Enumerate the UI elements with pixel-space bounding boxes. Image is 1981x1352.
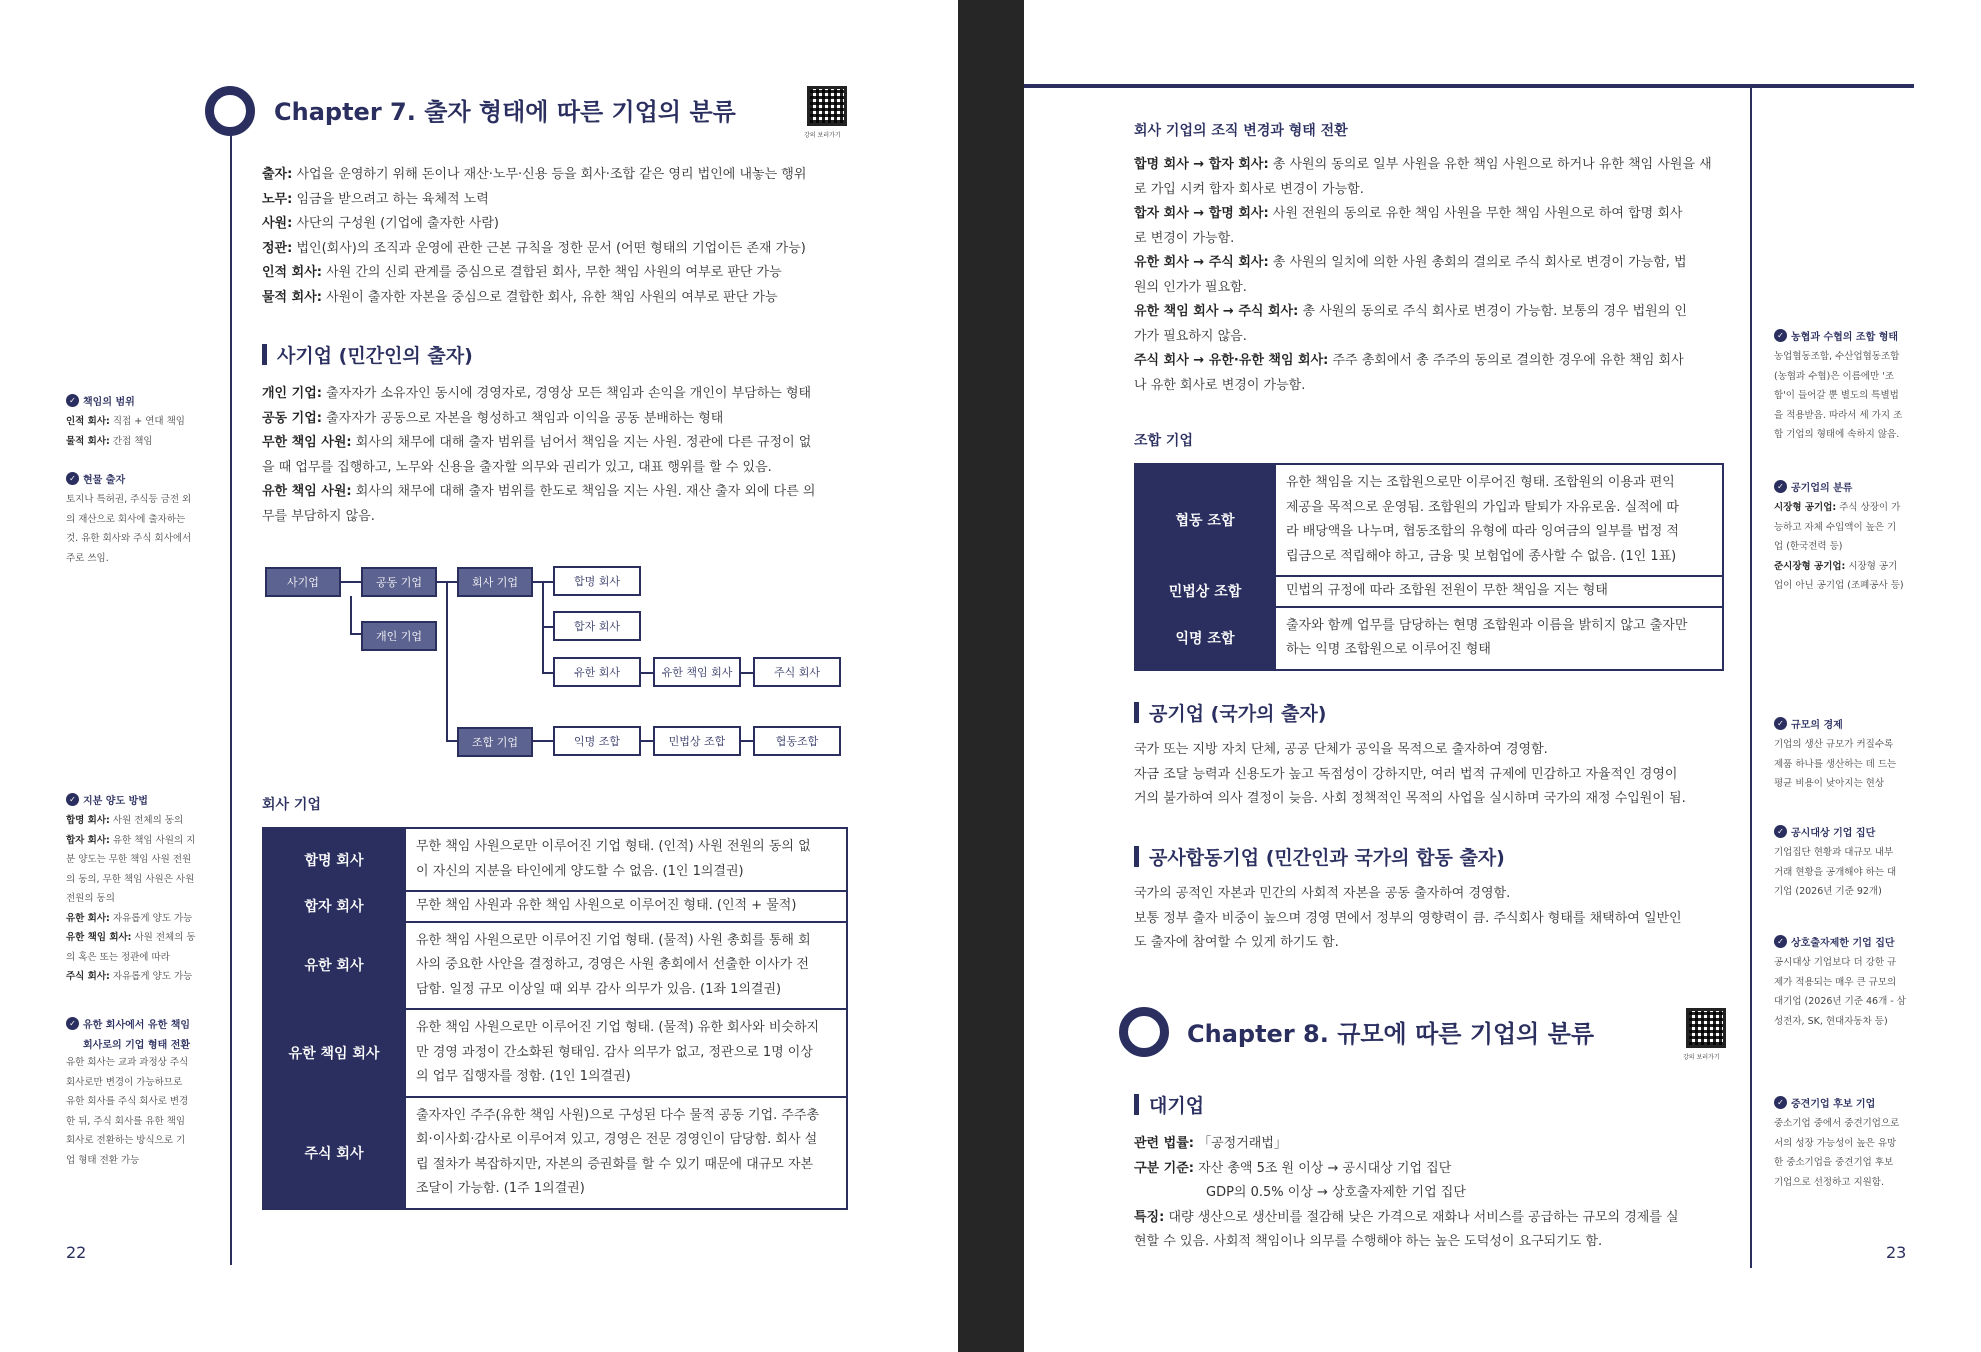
section-title-large: 대기업 — [1134, 1091, 1204, 1118]
section-title-private: 사기업 (민간인의 출자) — [262, 341, 473, 368]
large-enterprise-text: 관련 법률: 「공정거래법」 구분 기준: 자산 총액 5조 원 이상 → 공시대상 기업 집단 GDP의 0.5% 이상 → 상호출자제한 기업 집단 특징: 대량 생산으로 생산비를 절감해 낮은 가격으로 재화나 서비스를 공급하는 규모의 경제를 실 현할 수 있음. 사회적 책임이나 의무를 수행해야 하는 높은 도덕성이 요구되기도 함. — [1134, 1136, 1679, 1249]
diagram-node-hapmyeong: 합명 회사 — [553, 566, 641, 596]
check-icon: ✓ — [1774, 1096, 1787, 1109]
note-economies-of-scale: ✓ 규모의 경제 기업의 생산 규모가 커질수록 제품 하나를 생산하는 데 드는 평균 비용이 낮아지는 현상 — [1774, 719, 1897, 789]
text-line: 개인 기업: 출자자가 소유자인 동시에 경영자로, 경영상 모든 책임과 손익을 개인이 부담하는 형태 — [262, 386, 812, 401]
note-midsize-candidate: ✓ 중견기업 후보 기업 중소기업 중에서 중견기업으로 서의 성장 가능성이 높은 유망 한 중소기업을 중견기업 후보 기업으로 선정하고 지원함. — [1774, 1098, 1900, 1188]
book-gutter — [958, 0, 1024, 1352]
note-share-transfer: ✓ 지분 양도 방법 합명 회사: 사원 전체의 동의 합자 회사: 유한 책임 사원의 지 분 양도는 무한 책임 사원 전원 의 동의, 무한 책임 사원은 사원 전원의 동의 유한 회사: 자유롭게 양도 가능 유한 책임 회사: 사원 전체의 동 의 혹은 또는 정관에 따라 주식 회사: 자유롭게 양도 가능 — [66, 795, 196, 982]
note-nh-suhyup: ✓ 농협과 수협의 조합 형태 농업협동조합, 수산업협동조합 (농협과 수협)은 이름에만 '조 합'이 들어갈 뿐 별도의 특별법 을 적용받음. 따라서 세 가지 조 합 기업의 형태에 속하지 않음. — [1774, 331, 1903, 440]
text-line: 유한 책임 사원: 회사의 채무에 대해 출자 범위를 한도로 책임을 지는 사원. 재산 출자 외에 다른 의 — [262, 484, 816, 499]
org-change-text: 합명 회사 → 합자 회사: 총 사원의 동의로 일부 사원을 유한 책임 사원으로 하거나 유한 책임 사원을 새 로 가입 시켜 합자 회사로 변경이 가능함. 합자 회사 → 합명 회사: 사원 전원의 동의로 유한 책임 사원을 무한 책임 사원으로 하여 합명 회사 로 변경이 가능함. 유한 회사 → 주식 회사: 총 사원의 일치에 의한 사원 총회의 결의로 주식 회사로 변경이 가능함, 법 원의 인가가 필요함. 유한 책임 회사 → 주식 회사: 총 사원의 동의로 주식 회사로 변경이 가능함. 보통의 경우 법원의 인 가가 필요하지 않음. 주식 회사 → 유한·유한 책임 회사: 주주 총회에서 총 주주의 동의로 결의한 경우에 유한 책임 회사 나 유한 회사로 변경이 가능함. — [1134, 157, 1712, 393]
check-icon: ✓ — [66, 793, 79, 806]
union-table — [1134, 463, 1724, 671]
section-title-joint: 공사합동기업 (민간인과 국가의 합동 출자) — [1134, 843, 1505, 870]
note-in-kind: ✓ 현물 출자 토지나 특허권, 주식등 금전 외 의 재산으로 회사에 출자하는 것. 유한 회사와 주식 회사에서 주로 쓰임. — [66, 474, 192, 564]
chapter-circle-icon — [205, 86, 255, 136]
diagram-node-individual: 개인 기업 — [361, 621, 437, 651]
joint-enterprise-text: 국가의 공적인 자본과 민간의 사회적 자본을 공동 출자하여 경영함. 보통 정부 출자 비중이 높으며 경영 면에서 정부의 영향력이 큼. 주식회사 형태를 채택하여 일반인 도 출자에 참여할 수 있게 하기도 함. — [1134, 886, 1682, 950]
chapter-8-title: Chapter 8. 규모에 따른 기업의 분류 — [1187, 1020, 1595, 1048]
note-liability: ✓ 책임의 범위 인적 회사: 직접 + 연대 책임 물적 회사: 간접 책임 — [66, 396, 185, 447]
table-row: 민법상 조합 민법의 규정에 따라 조합원 전원이 무한 책임을 지는 형태 — [1135, 576, 1723, 607]
diagram-node-union: 조합 기업 — [457, 727, 533, 757]
company-table — [262, 827, 848, 1210]
right-page — [1024, 0, 1981, 1352]
diagram-node-silent: 익명 조합 — [553, 726, 641, 756]
table-row: 유한 책임 회사 유한 책임 사원으로만 이루어진 기업 형태. (물적) 유한 회사와 비슷하지 만 경영 과정이 간소화된 형태임. 감사 의무가 없고, 정관으로 1명 이상 의 업무 집행자를 정함. (1인 1의결권) — [263, 1009, 847, 1097]
left-page — [0, 0, 958, 1352]
check-icon: ✓ — [1774, 480, 1787, 493]
definition-item: 출자: 사업을 운영하기 위해 돈이나 재산·노무·신용 등을 회사·조합 같은 영리 법인에 내놓는 행위 — [262, 167, 807, 182]
page-number: 22 — [66, 1243, 87, 1262]
definitions-list — [262, 163, 806, 310]
chapter-title: Chapter 7. 출자 형태에 따른 기업의 분류 — [274, 98, 736, 126]
right-vertical-rule — [1750, 88, 1752, 1268]
text-line: 무를 부담하지 않음. — [262, 508, 375, 524]
definition-item: 인적 회사: 사원 간의 신뢰 관계를 중심으로 결합된 회사, 무한 책임 사원의 여부로 판단 가능 — [262, 265, 782, 280]
company-table-title: 회사 기업 — [262, 797, 321, 813]
definition-item: 노무: 임금을 받으려고 하는 육체적 노력 — [262, 191, 489, 207]
table-row: 합자 회사 무한 책임 사원과 유한 책임 사원으로 이루어진 형태. (인적 + 물적) — [263, 891, 847, 922]
check-icon: ✓ — [66, 394, 79, 407]
private-enterprise-text — [262, 382, 815, 529]
definition-item: 정관: 법인(회사)의 조직과 운영에 관한 근본 규칙을 정한 문서 (어떤 형태의 기업이든 존재 가능) — [262, 240, 806, 256]
diagram-node-joint: 공동 기업 — [361, 567, 437, 597]
union-table-title: 조합 기업 — [1134, 433, 1193, 449]
note-cross-shareholding: ✓ 상호출자제한 기업 집단 공시대상 기업보다 더 강한 규 제가 적용되는 매우 큰 규모의 대기업 (2026년 기준 46개 - 삼 성전자, SK, 현대자동차 등) — [1774, 937, 1906, 1027]
chapter-circle-icon — [1119, 1007, 1169, 1057]
org-change-title: 회사 기업의 조직 변경과 형태 전환 — [1134, 123, 1348, 139]
note-conversion: ✓ 유한 회사에서 유한 책임 회사로의 기업 형태 전환 유한 회사는 교과 과정상 주식 회사로만 변경이 가능하므로 유한 회사를 주식 회사로 변경 한 뒤, 주식 회사를 유한 책임 회사로 전환하는 방식으로 기 업 형태 전환 가능 — [66, 1019, 191, 1166]
table-row: 익명 조합 출자와 함께 업무를 담당하는 현명 조합원과 이름을 밝히지 않고 출자만 하는 익명 조합원으로 이루어진 형태 — [1135, 607, 1723, 670]
note-disclosure-group: ✓ 공시대상 기업 집단 기업집단 현황과 대규모 내부 거래 현황을 공개해야 하는 대 기업 (2026년 기준 92개) — [1774, 827, 1897, 897]
diagram-node-llc: 유한 책임 회사 — [653, 657, 741, 687]
text-line: 을 때 업무를 집행하고, 노무와 신용을 출자할 의무와 권리가 있고, 대표 행위를 할 수 있음. — [262, 459, 772, 475]
note-public-types: ✓ 공기업의 분류 시장형 공기업: 주식 상장이 가 능하고 자체 수입액이 높은 기 업 (한국전력 등) 준시장형 공기업: 시장형 공기 업이 아닌 공기업 (조폐공사 등) — [1774, 482, 1904, 591]
diagram-node-company: 회사 기업 — [457, 567, 533, 597]
diagram-node-hapja: 합자 회사 — [553, 611, 641, 641]
diagram-node-private: 사기업 — [265, 567, 341, 597]
table-row: 합명 회사 무한 책임 사원으로만 이루어진 기업 형태. (인적) 사원 전원의 동의 없 이 자신의 지분을 타인에게 양도할 수 없음. (1인 1의결권) — [263, 828, 847, 891]
top-rule — [1024, 84, 1914, 88]
definition-item: 사원: 사단의 구성원 (기업에 출자한 사람) — [262, 216, 499, 231]
diagram-node-civil: 민법상 조합 — [653, 726, 741, 756]
public-enterprise-text: 국가 또는 지방 자치 단체, 공공 단체가 공익을 목적으로 출자하여 경영함. 자금 조달 능력과 신용도가 높고 독점성이 강하지만, 여러 법적 규제에 민감하고 자율적인 경영이 거의 불가하여 의사 결정이 늦음. 사회 정책적인 목적의 사업을 실시하며 국가의 재정 수입원이 됨. — [1134, 742, 1686, 806]
diagram-node-coop: 협동조합 — [753, 726, 841, 756]
text-line: 공동 기업: 출자자가 공동으로 자본을 형성하고 책임과 이익을 공동 분배하는 형태 — [262, 410, 724, 426]
check-icon: ✓ — [1774, 825, 1787, 838]
diagram-node-yuhan: 유한 회사 — [553, 657, 641, 687]
table-row: 협동 조합 유한 책임을 지는 조합원으로만 이루어진 형태. 조합원의 이용과 편익 제공을 목적으로 운영됨. 조합원의 가입과 탈퇴가 자유로움. 실적에 따 라 배당액을 나누며, 협동조합의 유형에 따라 잉여금의 일부를 법정 적 립금으로 적립해야 하고, 금융 및 보험업에 종사할 수 없음. (1인 1표) — [1135, 464, 1723, 576]
diagram-node-stock: 주식 회사 — [753, 657, 841, 687]
qr-code-icon[interactable] — [1686, 1008, 1726, 1048]
check-icon: ✓ — [66, 1017, 79, 1030]
qr-label: 강의 보러가기 — [1683, 1054, 1720, 1061]
section-title-public: 공기업 (국가의 출자) — [1134, 699, 1326, 726]
definition-item: 물적 회사: 사원이 출자한 자본을 중심으로 결합한 회사, 유한 책임 사원의 여부로 판단 가능 — [262, 289, 778, 305]
left-vertical-rule — [230, 105, 232, 1265]
qr-code-icon[interactable] — [807, 86, 847, 126]
check-icon: ✓ — [66, 472, 79, 485]
page-number: 23 — [1886, 1243, 1907, 1262]
qr-label: 강의 보러가기 — [804, 132, 841, 139]
text-line: 무한 책임 사원: 회사의 채무에 대해 출자 범위를 넘어서 책임을 지는 사원. 정관에 다른 규정이 없 — [262, 435, 812, 450]
table-row: 주식 회사 출자자인 주주(유한 책임 사원)으로 구성된 다수 물적 공동 기업. 주주총 회·이사회·감사로 이루어져 있고, 경영은 전문 경영인이 담당함. 회사 설 립 절차가 복잡하지만, 자본의 증권화를 할 수 있기 때문에 대규모 자본 조달이 가능함. (1주 1의결권) — [263, 1097, 847, 1209]
check-icon: ✓ — [1774, 329, 1787, 342]
table-row: 유한 회사 유한 책임 사원으로만 이루어진 기업 형태. (물적) 사원 총회를 통해 회 사의 중요한 사안을 결정하고, 경영은 사원 총회에서 선출한 이사가 전 담함. 일정 규모 이상일 때 외부 감사 의무가 있음. (1좌 1의결권) — [263, 922, 847, 1010]
check-icon: ✓ — [1774, 717, 1787, 730]
check-icon: ✓ — [1774, 935, 1787, 948]
